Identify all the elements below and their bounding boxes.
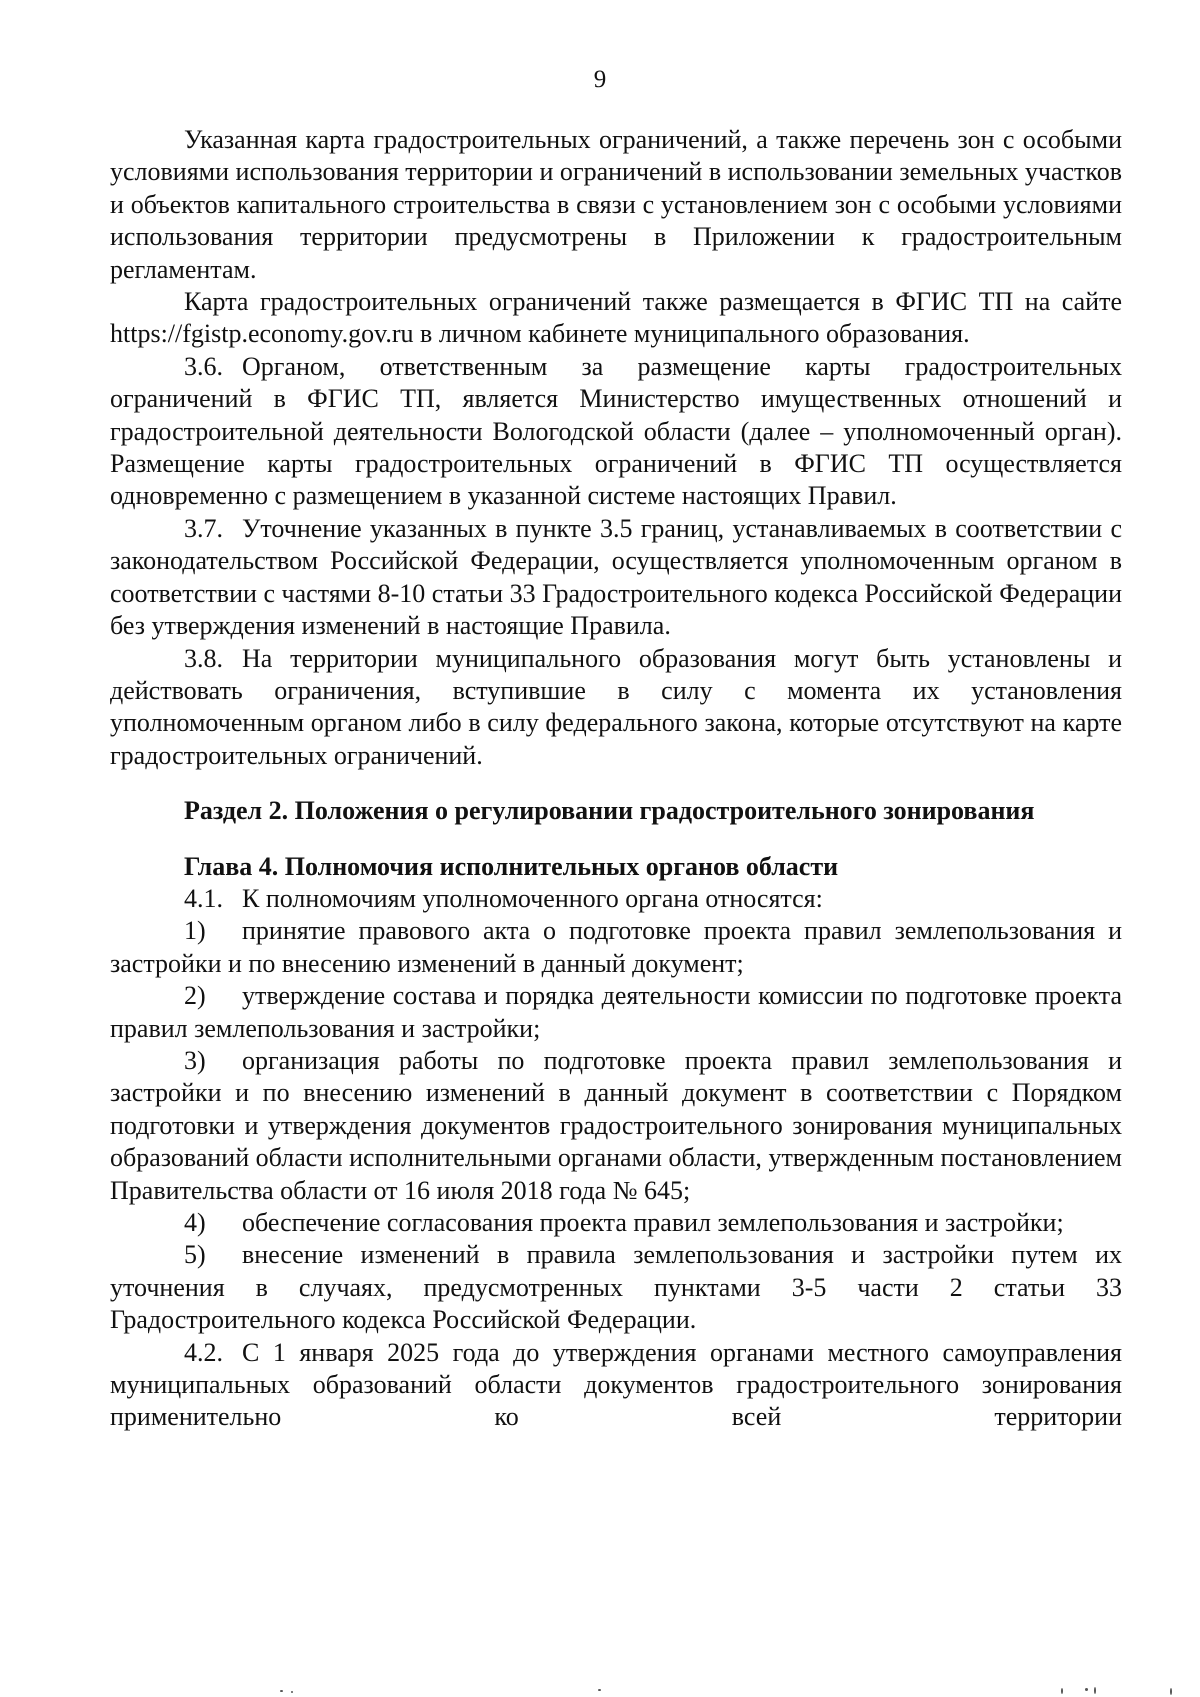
clause-3-7 bbox=[110, 513, 1122, 643]
scan-speck bbox=[1061, 1688, 1063, 1694]
clause-number: 3.7. bbox=[184, 513, 223, 543]
clause-number: 3.6. bbox=[184, 351, 223, 381]
list-item-text: организация работы по подготовке проекта правил землепользования и застройки и по внесению изменений в данный документ в соответствии с Порядком подготовки и утверждения документов градостроительного зонирования муниципальных образований области исполнительными органами области, утвержденным постановлением Правительства области от 16 июля 2018 года № 645; bbox=[110, 1045, 1122, 1205]
list-item-number: 4) bbox=[184, 1208, 206, 1237]
scan-speck bbox=[1094, 1687, 1096, 1694]
paragraph-map-restrictions: Указанная карта градостроительных ограничений, а также перечень зон с особыми условиями использования территории и ограничений в использовании земельных участков и объектов капитального строительства в связи с установлением зон с особыми условиями использования территории предусмотрены в Приложении к градостроительным регламентам. bbox=[110, 125, 1122, 284]
chapter-heading: Глава 4. Полномочия исполнительных органов области bbox=[184, 851, 839, 881]
list-item-number: 5) bbox=[184, 1240, 206, 1270]
clause-4-1 bbox=[110, 883, 1122, 915]
list-item-number: 2) bbox=[184, 981, 206, 1011]
page-number: 9 bbox=[593, 66, 607, 93]
clause-number: 3.8. bbox=[184, 643, 223, 673]
list-item bbox=[110, 980, 1122, 1045]
list-item-text: принятие правового акта о подготовке проекта правил землепользования и застройки и по внесению изменений в данный документ; bbox=[110, 916, 1122, 978]
clause-3-6 bbox=[110, 351, 1122, 513]
scan-artifacts bbox=[0, 1670, 1200, 1697]
list-item-text: утверждение состава и порядка деятельности комиссии по подготовке проекта правил землепользования и застройки; bbox=[110, 981, 1122, 1043]
clause-number: 4.2. bbox=[184, 1337, 223, 1367]
clause-text: На территории муниципального образования могут быть установлены и действовать ограничения, вступившие в силу с момента их установления уполномоченным органом либо в силу федерального закона, которые отсутствуют на карте градостроительных ограничений. bbox=[110, 643, 1122, 770]
clause-4-2 bbox=[110, 1337, 1122, 1434]
list-item-number: 3) bbox=[184, 1045, 206, 1075]
list-item bbox=[110, 1207, 1122, 1239]
list-item-text: внесение изменений в правила землепользования и застройки путем их уточнения в случаях, предусмотренных пунктами 3-5 части 2 статьи 33 Градостроительного кодекса Российской Федерации. bbox=[110, 1240, 1122, 1335]
clause-3-8 bbox=[110, 643, 1122, 773]
scan-speck bbox=[280, 1690, 283, 1692]
list-item bbox=[110, 1239, 1122, 1336]
list-item-text: обеспечение согласования проекта правил землепользования и застройки; bbox=[242, 1208, 1064, 1237]
clause-text: С 1 января 2025 года до утверждения органами местного самоуправления муниципальных образований области документов градостроительного зонирования применительно ко всей территории bbox=[110, 1337, 1122, 1432]
scan-speck bbox=[1085, 1688, 1088, 1691]
list-item bbox=[110, 915, 1122, 980]
paragraph-fgis-site: Карта градостроительных ограничений также размещается в ФГИС ТП на сайте https://fgistp.economy.gov.ru в личном кабинете муниципального образования. bbox=[110, 287, 1122, 349]
list-item bbox=[110, 1045, 1122, 1207]
clause-text: Органом, ответственным за размещение карты градостроительных ограничений в ФГИС ТП, является Министерство имущественных отношений и градостроительной деятельности Вологодской области (далее – уполномоченный орган). Размещение карты градостроительных ограничений в ФГИС ТП осуществляется одновременно с размещением в указанной системе настоящих Правил. bbox=[110, 351, 1122, 511]
list-item-number: 1) bbox=[184, 916, 206, 946]
document-body bbox=[110, 124, 1122, 1434]
section-heading: Раздел 2. Положения о регулировании градостроительного зонирования bbox=[184, 796, 1035, 826]
clause-text: Уточнение указанных в пункте 3.5 границ, устанавливаемых в соответствии с законодательством Российской Федерации, осуществляется уполномоченным органом в соответствии с частями 8-10 статьи 33 Градостроительного кодекса Российской Федерации без утверждения изменений в настоящие Правила. bbox=[110, 513, 1122, 641]
clause-text: К полномочиям уполномоченного органа относятся: bbox=[242, 883, 823, 913]
scan-speck bbox=[1170, 1688, 1172, 1695]
scan-speck bbox=[291, 1691, 293, 1693]
scan-speck bbox=[598, 1689, 601, 1691]
clause-number: 4.1. bbox=[184, 883, 223, 913]
